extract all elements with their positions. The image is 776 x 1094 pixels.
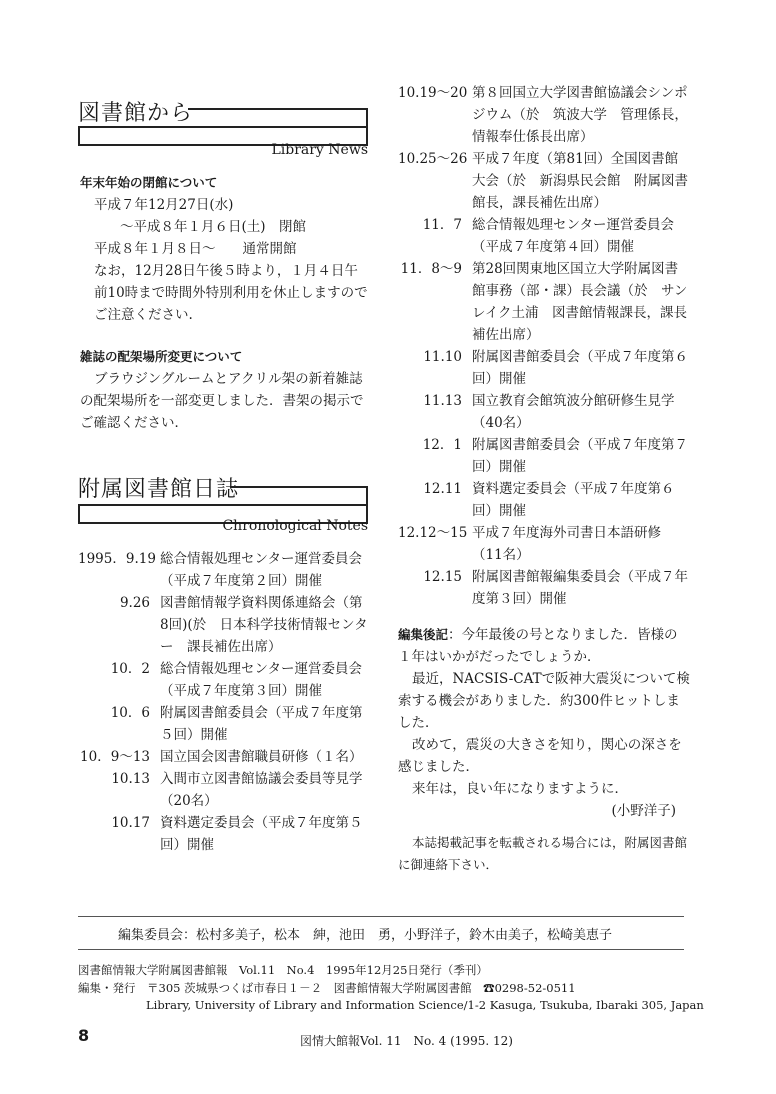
diary-entry [398, 478, 690, 522]
chronological-notes-subtitle: Chronological Notes [222, 518, 368, 534]
diary-entry [78, 592, 370, 658]
header-rule [230, 486, 368, 488]
diary-text: 附属図書館委員会（平成７年度第６回）開催 [472, 349, 688, 387]
editor-note-lead-paragraph [398, 624, 690, 668]
diary-text: 附属図書館委員会（平成７年度第７回）開催 [472, 437, 688, 475]
diary-date: 10．6 [110, 705, 150, 721]
colophon-line-1: 図書館情報大学附属図書館報 Vol.11 No.4 1995年12月25日発行（季刊） [78, 963, 488, 977]
header-rule [188, 108, 368, 110]
news-line: 平成７年12月27日(水) [94, 197, 234, 213]
diary-text: 入間市立図書館協議会委員等見学（20名） [160, 771, 363, 809]
news-heading: 年末年始の閉館について [80, 175, 218, 190]
editor-note-paragraph: 最近，NACSIS-CATで阪神大震災について検索する機会がありました．約300件ヒットしました． [398, 671, 690, 731]
editors-rule-top [78, 916, 684, 917]
diary-text: 総合情報処理センター運営委員会（平成７年度第３回）開催 [160, 661, 362, 699]
news-body: ブラウジングルームとアクリル架の新着雑誌の配架場所を一部変更しました．書架の掲示でご確認ください． [80, 371, 364, 431]
library-news-subtitle: Library News [271, 142, 368, 158]
diary-text: 平成７年度海外司書日本語研修（11名） [472, 525, 661, 563]
news-item-closing [80, 172, 370, 326]
diary-entry [398, 390, 690, 434]
chronological-notes-header [78, 472, 368, 538]
header-rule [366, 486, 368, 504]
editors-line: 編集委員会：松村多美子，松本 紳，池田 勇，小野洋子，鈴木由美子，松崎美恵子 [118, 928, 613, 943]
news-line: ～平成８年１月６日(土) 閉館 [120, 219, 307, 235]
diary-date: 10．2 [110, 661, 150, 677]
diary-text: 資料選定委員会（平成７年度第６回）開催 [472, 481, 675, 519]
diary-date: 9.26 [119, 595, 150, 611]
diary-text: 図書館情報学資料関係連絡会（第8回)(於 日本科学技術情報センター 課長補佐出席） [160, 595, 368, 655]
diary-date: 12．1 [422, 437, 462, 453]
diary-date: 10．9～13 [80, 749, 150, 765]
diary-entry [398, 258, 690, 346]
chronological-notes-title: 附属図書館日誌 [78, 477, 240, 502]
diary-text: 資料選定委員会（平成７年度第５回）開催 [160, 815, 363, 853]
header-rule [366, 108, 368, 126]
diary-text: 平成７年度（第81回）全国図書館大会（於 新潟県民会館 附属図書館長，課長補佐出席） [472, 151, 688, 211]
diary-date: 10.17 [111, 815, 150, 831]
diary-entry [398, 434, 690, 478]
editor-note-label: 編集後記 [398, 627, 449, 642]
diary-entry [78, 768, 370, 812]
diary-date: 10.19～20 [398, 85, 468, 101]
news-heading: 雑誌の配架場所変更について [80, 349, 243, 364]
news-line: 平成８年１月８日～ 通常開館 [94, 241, 297, 257]
editor-note-paragraph: 改めて，震災の大きさを知り，関心の深さを感じました． [398, 737, 682, 775]
library-news-title: 図書館から [78, 101, 194, 126]
diary-entry [398, 566, 690, 610]
diary-date: 12.11 [423, 481, 462, 497]
diary-text: 総合情報処理センター運営委員会（平成７年度第２回）開催 [160, 551, 362, 589]
editor-note-signature: (小野洋子) [611, 803, 676, 819]
diary-date: 11.13 [423, 393, 462, 409]
diary-entry [78, 746, 370, 768]
diary-entry [398, 214, 690, 258]
editor-note-paragraph: 来年は，良い年になりますように． [412, 781, 628, 797]
diary-text: 国立国会図書館職員研修（１名） [160, 749, 363, 765]
page-number: 8 [78, 1026, 90, 1045]
diary-entry [78, 702, 370, 746]
reprint-notice: 本誌掲載記事を転載される場合には，附属図書館に御連絡下さい． [398, 835, 688, 872]
diary-entry [398, 522, 690, 566]
diary-text: 国立教育会館筑波分館研修生見学（40名） [472, 393, 675, 431]
diary-entry [78, 548, 370, 592]
diary-date: 11．8～9 [400, 261, 462, 277]
running-footer: 図情大館報Vol. 11 No. 4 (1995. 12) [300, 1034, 513, 1048]
diary-entry [78, 812, 370, 856]
diary-date: 11.10 [423, 349, 462, 365]
diary-date: 10.25～26 [398, 151, 468, 167]
diary-text: 第28回関東地区国立大学附属図書館事務（部・課）長会議（於 サンレイク土浦 図書館情報課長，課長補佐出席） [472, 261, 688, 343]
news-item-journals [80, 346, 370, 434]
diary-text: 附属図書館報編集委員会（平成７年度第３回）開催 [472, 569, 688, 607]
diary-entry [398, 148, 690, 214]
editor-note-lead: ：今年最後の号となりました．皆様の１年はいかがだったでしょうか． [398, 627, 678, 665]
editors-rule-bottom [78, 949, 684, 950]
diary-text: 総合情報処理センター運営委員会（平成７年度第４回）開催 [472, 217, 674, 255]
editor-note [398, 624, 690, 822]
diary-date: 12.12～15 [398, 525, 468, 541]
diary-list-right [398, 82, 690, 610]
diary-entry [398, 346, 690, 390]
colophon-line-2: 編集・発行 〒305 茨城県つくば市春日１－２ 図書館情報大学附属図書館 ☎0298-52-0511 [78, 981, 576, 995]
diary-date: 11．7 [422, 217, 462, 233]
diary-date: 10.13 [111, 771, 150, 787]
diary-entry [398, 82, 690, 148]
diary-list-left [78, 548, 370, 856]
diary-date: 1995．9.19 [78, 551, 156, 567]
diary-date: 12.15 [423, 569, 462, 585]
diary-entry [78, 658, 370, 702]
colophon-line-3: Library, University of Library and Information Science/1-2 Kasuga, Tsukuba, Ibaraki 305, Japan [146, 998, 704, 1012]
diary-text: 附属図書館委員会（平成７年度第５回）開催 [160, 705, 363, 743]
news-body: なお，12月28日午後５時より，１月４日午前10時まで時間外特別利用を休止しますのでご注意ください. [94, 263, 368, 323]
library-news-header [78, 96, 368, 158]
diary-text: 第８回国立大学図書館協議会シンポジウム（於 筑波大学 管理係長，情報奉仕係長出席） [472, 85, 688, 145]
